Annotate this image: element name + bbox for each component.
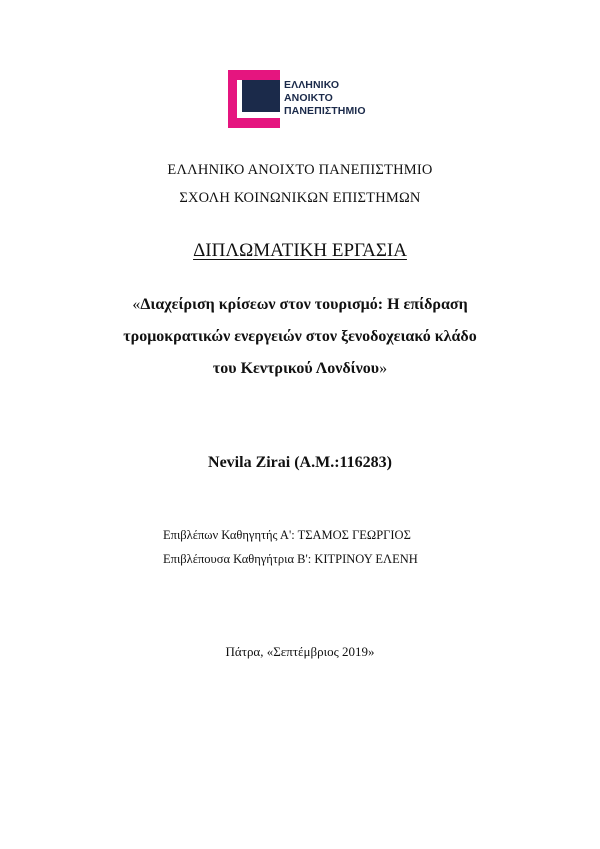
logo-line-1: ΕΛΛΗΝΙΚΟ: [284, 79, 340, 91]
university-logo: [228, 70, 378, 128]
supervisor-b: Επιβλέπουσα Καθηγήτρια Β': ΚΙΤΡΙΝΟΥ ΕΛΕΝΗ: [163, 552, 418, 566]
university-name: ΕΛΛΗΝΙΚΟ ΑΝΟΙΧΤΟ ΠΑΝΕΠΙΣΤΗΜΙΟ: [167, 162, 433, 178]
thesis-title-line-1: [0, 296, 600, 314]
logo-wordmark: [284, 79, 366, 118]
title-open-quote: «: [132, 296, 141, 313]
logo-line-2: ΑΝΟΙΚΤΟ: [284, 92, 333, 104]
title-line-3-text: του Κεντρικού Λονδίνου: [212, 360, 380, 377]
university-logo-icon: [228, 70, 280, 128]
school-name: ΣΧΟΛΗ ΚΟΙΝΩΝΙΚΩΝ ΕΠΙΣΤΗΜΩΝ: [179, 190, 421, 206]
thesis-title-line-2: τρομοκρατικών ενεργειών στον ξενοδοχειακό κλάδο: [123, 328, 477, 345]
thesis-type-heading: ΔΙΠΛΩΜΑΤΙΚΗ ΕΡΓΑΣΙΑ: [193, 240, 407, 261]
title-close-quote: »: [379, 360, 388, 377]
author-name: Nevila Zirai (Α.Μ.:116283): [208, 454, 392, 471]
place-and-date: Πάτρα, «Σεπτέμβριος 2019»: [225, 644, 375, 659]
logo-line-3: ΠΑΝΕΠΙΣΤΗΜΙΟ: [284, 105, 366, 117]
supervisor-a: Επιβλέπων Καθηγητής Α': ΤΣΑΜΟΣ ΓΕΩΡΓΙΟΣ: [163, 528, 411, 542]
title-line-1-text: Διαχείριση κρίσεων στον τουρισμό: Η επίδραση: [140, 296, 468, 313]
thesis-title-line-3: [0, 360, 600, 378]
